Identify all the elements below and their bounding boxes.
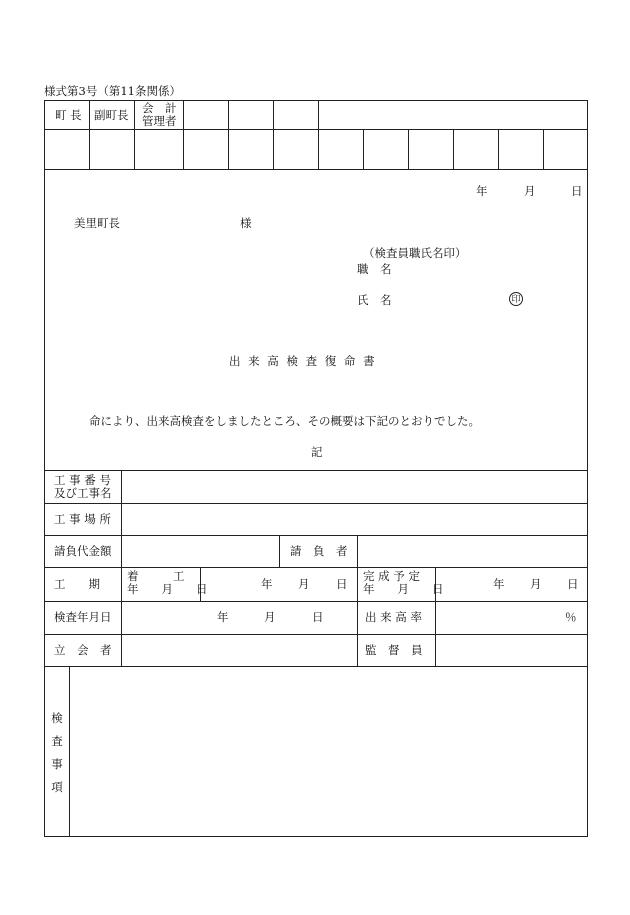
accountant-label: 会 計 管理者 (142, 101, 177, 128)
date-year: 年 (476, 184, 488, 198)
supervisor-label: 監 督 員 (365, 643, 423, 657)
witness-label: 立 会 者 (54, 643, 112, 657)
inspection-date-month: 月 (264, 610, 276, 624)
date-day: 日 (571, 184, 583, 198)
start-date-day: 日 (336, 577, 348, 591)
approval-bottom (44, 169, 588, 170)
mayor-label: 町 長 (55, 108, 82, 122)
addressee: 美里町長 (74, 216, 120, 230)
body-text: 命により、出来高検査をしましたところ、その概要は下記のとおりでした。 (89, 414, 480, 428)
inspection-date-day: 日 (312, 610, 324, 624)
contract-amount-label: 請負代金額 (54, 544, 112, 558)
inspector-title-label: 職 名 (357, 262, 392, 276)
progress-rate-label: 出 来 高 率 (365, 610, 422, 624)
completion-date-year: 年 (493, 577, 505, 591)
start-date-year: 年 (261, 577, 273, 591)
honorific: 様 (240, 216, 252, 230)
ki-label: 記 (311, 445, 323, 459)
inspection-date-label: 検査年月日 (54, 610, 112, 624)
percent-label: ％ (565, 610, 577, 624)
contractor-label: 請 負 者 (290, 544, 348, 558)
start-label: 着 工 年 月 日 (127, 569, 208, 596)
inspector-note: （検査員職氏名印） (363, 246, 467, 260)
document-title: 出 来 高 検 査 復 命 書 (229, 354, 377, 368)
form-number: 様式第3号（第11条関係） (44, 84, 181, 98)
completion-label: 完 成 予 定 年 月 日 (363, 569, 444, 596)
start-date-month: 月 (298, 577, 310, 591)
seal-mark: 印 (509, 292, 523, 306)
inspector-name-label: 氏 名 (357, 293, 392, 307)
completion-date-month: 月 (530, 577, 542, 591)
form-frame (44, 100, 588, 837)
inspection-items-label: 検 査 事 項 (51, 711, 63, 794)
inspection-date-year: 年 (217, 610, 229, 624)
date-month: 月 (524, 184, 536, 198)
work-site-label: 工 事 場 所 (54, 512, 111, 526)
work-number-label: 工 事 番 号 及び工事名 (54, 473, 112, 500)
period-label: 工 期 (54, 577, 100, 591)
deputy-mayor-label: 副町長 (94, 108, 129, 122)
completion-date-day: 日 (567, 577, 579, 591)
approval-row-divider (44, 129, 588, 130)
